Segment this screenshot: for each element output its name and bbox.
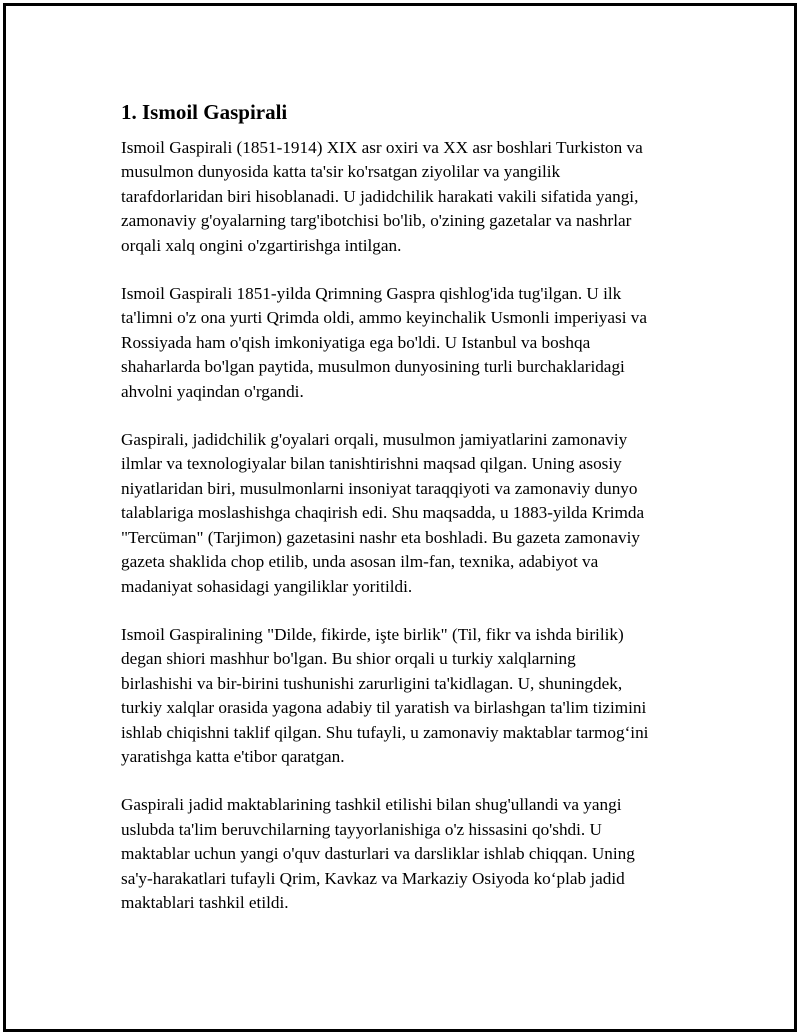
paragraph-line: maktablar uchun yangi o'quv dasturlari va darsliklar ishlab chiqqan. Uning <box>121 844 635 864</box>
paragraph-line: turkiy xalqlar orasida yagona adabiy til yaratish va birlashgan ta'lim tizimini <box>121 698 647 718</box>
paragraph <box>121 793 701 915</box>
paragraph <box>121 623 701 769</box>
paragraph-line: shaharlarda bo'lgan paytida, musulmon dunyosining turli burchaklaridagi <box>121 357 625 377</box>
document-title: 1. Ismoil Gaspirali <box>121 100 288 124</box>
paragraph-list <box>121 136 701 915</box>
paragraph-line: "Tercüman" (Tarjimon) gazetasini nashr eta boshladi. Bu gazeta zamonaviy <box>121 527 640 547</box>
paragraph-line: niyatlaridan biri, musulmonlarni insoniyat taraqqiyoti va zamonaviy dunyo <box>121 478 638 498</box>
paragraph-line: yaratishga katta e'tibor qaratgan. <box>121 746 345 766</box>
document-body <box>121 98 701 939</box>
paragraph-line: degan shiori mashhur bo'lgan. Bu shior orqali u turkiy xalqlarning <box>121 649 576 669</box>
paragraph-line: maktablari tashkil etildi. <box>121 892 289 912</box>
paragraph-line: sa'y-harakatlari tufayli Qrim, Kavkaz va Markaziy Osiyoda ko‘plab jadid <box>121 868 625 888</box>
paragraph-line: Ismoil Gaspirali (1851-1914) XIX asr oxiri va XX asr boshlari Turkiston va <box>121 138 643 157</box>
paragraph-line: zamonaviy g'oyalarning targ'ibotchisi bo'lib, o'zining gazetalar va nashrlar <box>121 211 632 231</box>
paragraph <box>121 136 701 258</box>
paragraph-line: gazeta shaklida chop etilib, unda asosan ilm-fan, texnika, adabiyot va <box>121 552 599 572</box>
paragraph-line: birlashishi va bir-birini tushunishi zarurligini ta'kidlagan. U, shuningdek, <box>121 673 623 693</box>
paragraph-line: uslubda ta'lim beruvchilarning tayyorlanishiga o'z hissasini qo'shdi. U <box>121 819 602 839</box>
paragraph <box>121 428 701 599</box>
paragraph-line: Gaspirali, jadidchilik g'oyalari orqali, musulmon jamiyatlarini zamonaviy <box>121 430 628 450</box>
paragraph-line: Rossiyada ham o'qish imkoniyatiga ega bo'ldi. U Istanbul va boshqa <box>121 332 591 352</box>
paragraph-line: Ismoil Gaspiralining "Dilde, fikirde, işte birlik" (Til, fikr va ishda birilik) <box>121 624 624 644</box>
paragraph-line: Ismoil Gaspirali 1851-yilda Qrimning Gaspra qishlog'ida tug'ilgan. U ilk <box>121 284 622 304</box>
paragraph-line: tarafdorlaridan biri hisoblanadi. U jadidchilik harakati vakili sifatida yangi, <box>121 186 639 206</box>
paragraph-line: Gaspirali jadid maktablarining tashkil etilishi bilan shug'ullandi va yangi <box>121 795 622 815</box>
paragraph-line: ilmlar va texnologiyalar bilan tanishtirishni maqsad qilgan. Uning asosiy <box>121 454 622 474</box>
paragraph-line: ishlab chiqishni taklif qilgan. Shu tufayli, u zamonaviy maktablar tarmog‘ini <box>121 722 649 742</box>
paragraph <box>121 282 701 404</box>
page-frame <box>3 3 797 1032</box>
paragraph-line: ahvolni yaqindan o'rgandi. <box>121 381 304 401</box>
paragraph-line: orqali xalq ongini o'zgartirishga intilgan. <box>121 235 402 255</box>
paragraph-line: ta'limni o'z ona yurti Qrimda oldi, ammo keyinchalik Usmonli imperiyasi va <box>121 308 648 328</box>
paragraph-line: madaniyat sohasidagi yangiliklar yoritildi. <box>121 576 413 596</box>
paragraph-line: musulmon dunyosida katta ta'sir ko'rsatgan ziyolilar va yangilik <box>121 162 561 182</box>
paragraph-line: talablariga moslashishga chaqirish edi. Shu maqsadda, u 1883-yilda Krimda <box>121 503 645 523</box>
